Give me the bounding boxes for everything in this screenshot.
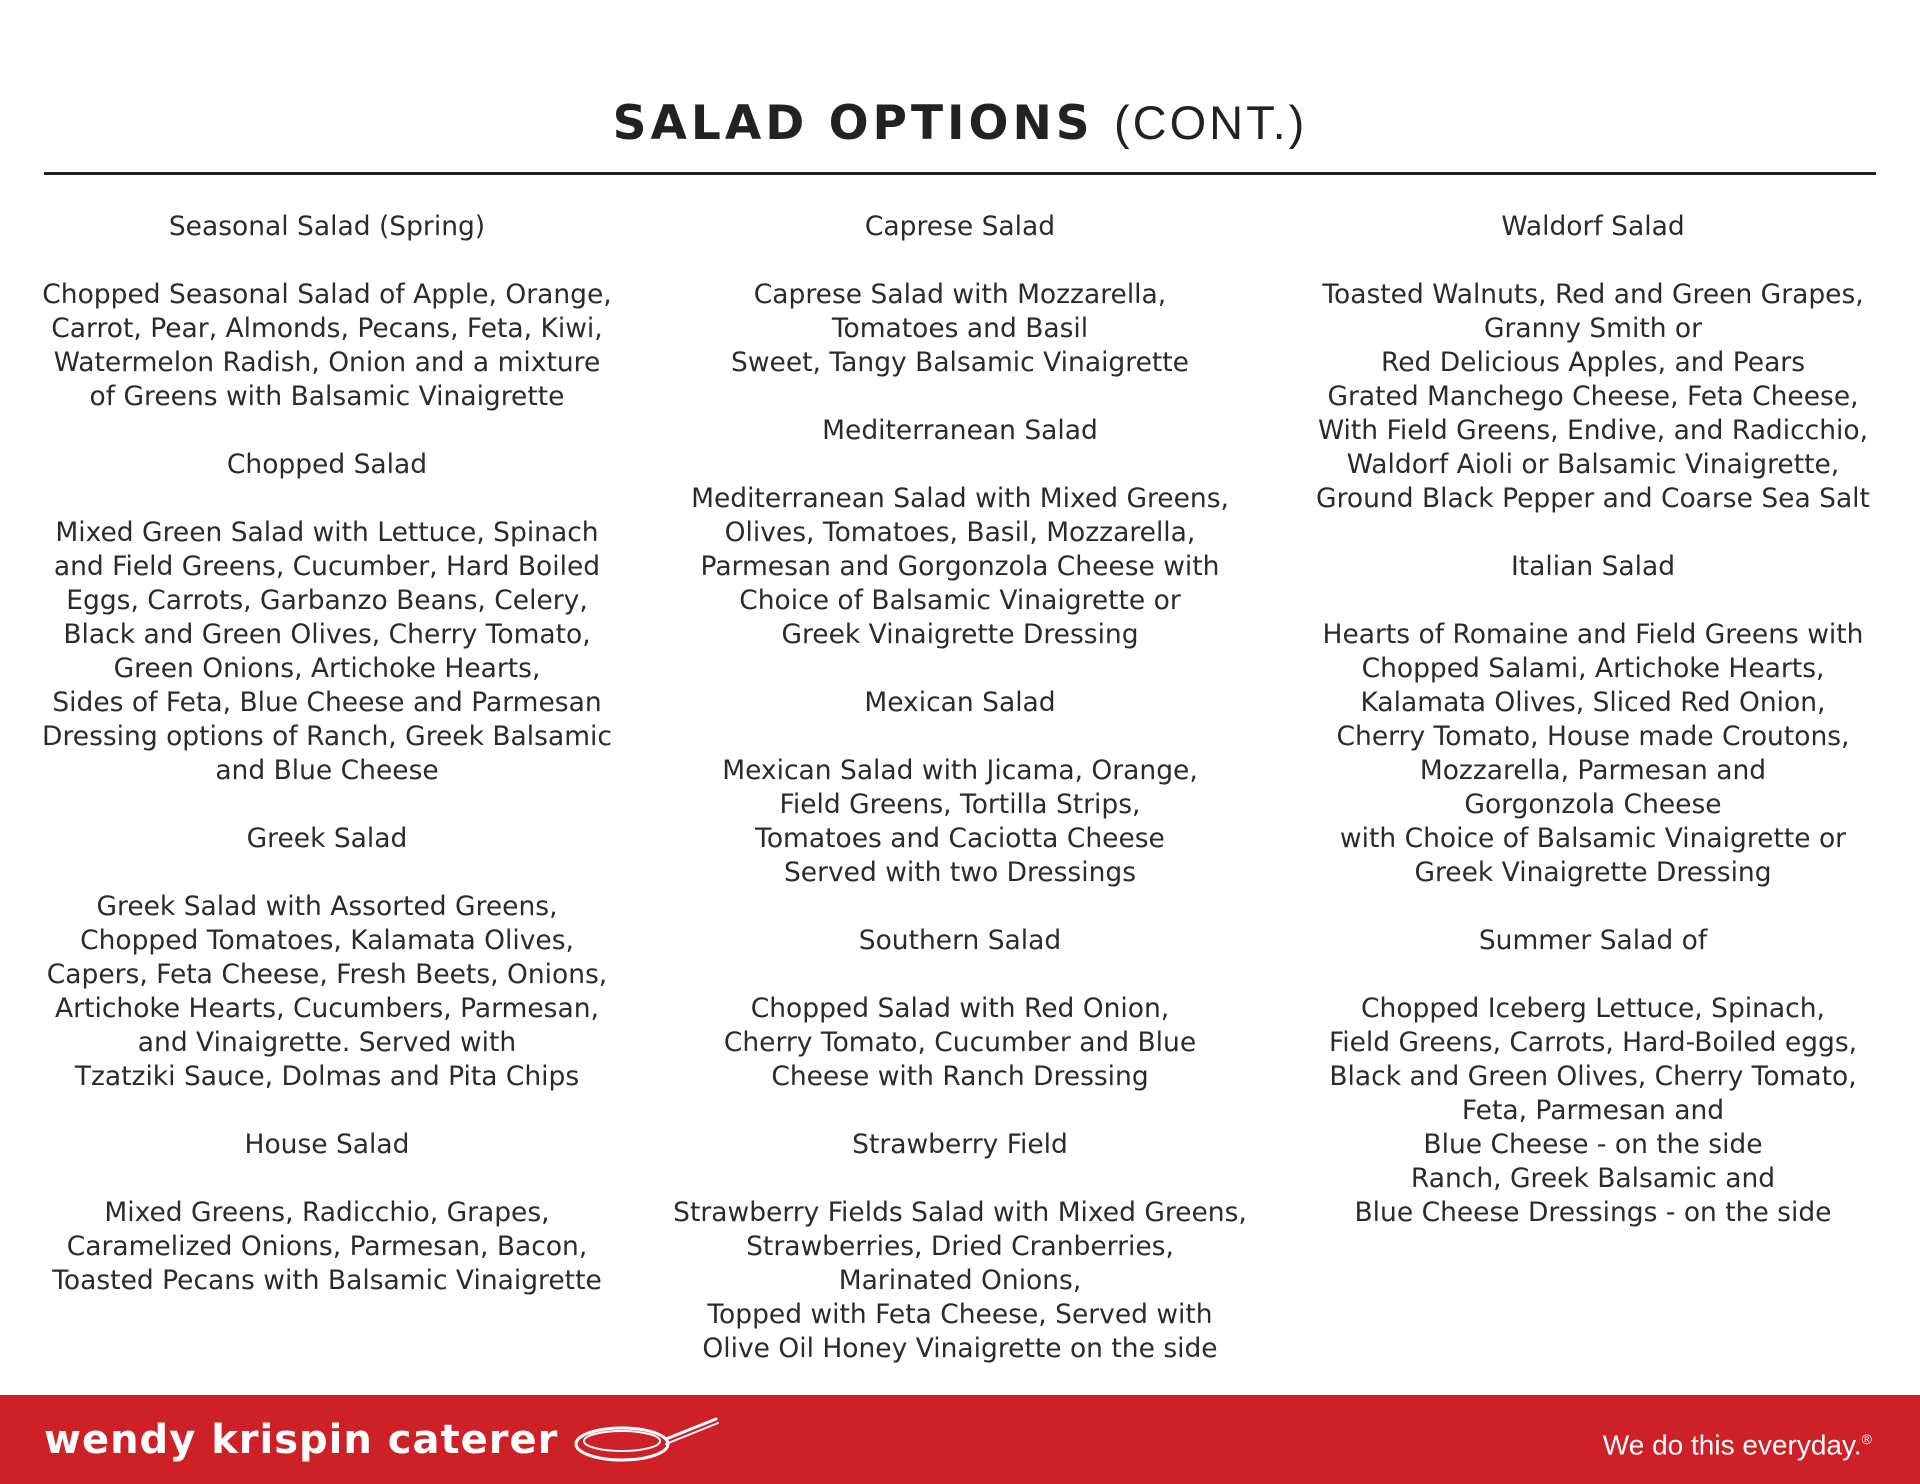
salad-name: Mediterranean Salad [822,415,1098,446]
salad-item [650,686,1270,890]
brand-name: wendy krispin caterer [44,1417,559,1463]
salad-description [17,1196,637,1298]
salad-description-line: Cherry Tomato, Cucumber and Blue [723,1027,1197,1058]
registered-mark: ® [1861,1431,1872,1447]
salad-item [650,1128,1270,1366]
salad-description [17,516,637,788]
salad-description-line: Greek Vinaigrette Dressing [1414,857,1772,888]
salad-description-line: and Field Greens, Cucumber, Hard Boiled [53,551,601,582]
salad-item [17,1128,637,1298]
footer-bar [0,1395,1920,1484]
salad-name: Greek Salad [246,823,408,854]
salad-item [650,924,1270,1094]
salad-description-line: Kalamata Olives, Sliced Red Onion, [1360,687,1826,718]
salad-description [17,890,637,1094]
salad-description-line: Strawberries, Dried Cranberries, [746,1231,1174,1262]
salad-description-line: Olive Oil Honey Vinaigrette on the side [702,1333,1218,1364]
salad-description-line: Black and Green Olives, Cherry Tomato, [1329,1061,1857,1092]
salad-description-line: Topped with Feta Cheese, Served with [707,1299,1213,1330]
salad-description-line: Toasted Pecans with Balsamic Vinaigrette [52,1265,602,1296]
salad-description-line: Cherry Tomato, House made Croutons, [1336,721,1850,752]
salad-description [650,1196,1270,1366]
salad-description-line: Chopped Salami, Artichoke Hearts, [1361,653,1825,684]
tagline-text: We do this everyday. [1602,1429,1862,1461]
salad-description-line: Toasted Walnuts, Red and Green Grapes, [1322,279,1864,310]
salad-description-line: Cheese with Ranch Dressing [771,1061,1149,1092]
salad-name: Italian Salad [1510,551,1676,582]
salad-description-line: Caprese Salad with Mozzarella, [753,279,1167,310]
page-title-main: SALAD OPTIONS [612,96,1094,152]
salad-description-line: and Vinaigrette. Served with [137,1027,517,1058]
salad-description-line: Caramelized Onions, Parmesan, Bacon, [66,1231,588,1262]
tagline [1603,1419,1872,1465]
salad-description-line: Mixed Greens, Radicchio, Grapes, [104,1197,550,1228]
salad-description-line: Capers, Feta Cheese, Fresh Beets, Onions, [46,959,608,990]
salad-description [650,992,1270,1094]
salad-description-line: Granny Smith or [1483,313,1703,344]
salad-description-line: Parmesan and Gorgonzola Cheese with [700,551,1220,582]
salad-description-line: Gorgonzola Cheese [1464,789,1722,820]
salad-description-line: Mediterranean Salad with Mixed Greens, [691,483,1229,514]
salad-item [17,448,637,788]
salad-name: Southern Salad [858,925,1062,956]
salad-description-line: Choice of Balsamic Vinaigrette or [739,585,1181,616]
salad-description-line: Chopped Salad with Red Onion, [750,993,1170,1024]
salad-description-line: With Field Greens, Endive, and Radicchio, [1317,415,1869,446]
salad-description-line: and Blue Cheese [215,755,439,786]
salad-description-line: Watermelon Radish, Onion and a mixture [53,347,601,378]
salad-description-line: Field Greens, Carrots, Hard-Boiled eggs, [1328,1027,1858,1058]
salad-item [17,210,637,414]
salad-description-line: Carrot, Pear, Almonds, Pecans, Feta, Kiwi, [51,313,603,344]
salad-name: Chopped Salad [226,449,428,480]
salad-description-line: Ground Black Pepper and Coarse Sea Salt [1316,483,1870,514]
salad-description [650,754,1270,890]
salad-description-line: Blue Cheese Dressings - on the side [1354,1197,1832,1228]
salad-description-line: Sweet, Tangy Balsamic Vinaigrette [731,347,1189,378]
salad-description-line: Chopped Iceberg Lettuce, Spinach, [1361,993,1825,1024]
salad-description-line: Ranch, Greek Balsamic and [1410,1163,1776,1194]
salad-name: Mexican Salad [864,687,1056,718]
salad-description-line: Blue Cheese - on the side [1423,1129,1763,1160]
title-divider [44,172,1876,175]
salad-item [1283,924,1903,1230]
salad-description-line: Waldorf Aioli or Balsamic Vinaigrette, [1346,449,1840,480]
salad-description [650,278,1270,380]
salad-item [17,822,637,1094]
salad-column-2 [650,210,1270,1400]
page-title-cont: (CONT.) [1114,96,1308,150]
salad-name: Seasonal Salad (Spring) [168,211,486,242]
salad-description [1283,992,1903,1230]
salad-name: Summer Salad of [1478,925,1708,956]
salad-description-line: with Choice of Balsamic Vinaigrette or [1339,823,1847,854]
salad-description-line: Grated Manchego Cheese, Feta Cheese, [1327,381,1859,412]
salad-column-1 [17,210,637,1332]
salad-description [17,278,637,414]
salad-item [1283,550,1903,890]
salad-description-line: Marinated Onions, [838,1265,1082,1296]
salad-name: Waldorf Salad [1501,211,1685,242]
salad-description-line: Red Delicious Apples, and Pears [1380,347,1806,378]
salad-description-line: Sides of Feta, Blue Cheese and Parmesan [52,687,602,718]
salad-item [1283,210,1903,516]
salad-name: Caprese Salad [864,211,1056,242]
salad-description-line: Tomatoes and Basil [831,313,1089,344]
salad-description-line: Tzatziki Sauce, Dolmas and Pita Chips [74,1061,580,1092]
salad-description [1283,618,1903,890]
salad-description-line: Served with two Dressings [783,857,1137,888]
salad-name: House Salad [244,1129,410,1160]
salad-item [650,414,1270,652]
salad-description-line: Feta, Parmesan and [1461,1095,1725,1126]
salad-item [650,210,1270,380]
salad-description-line: Black and Green Olives, Cherry Tomato, [63,619,591,650]
salad-description-line: Greek Vinaigrette Dressing [781,619,1139,650]
salad-description-line: Artichoke Hearts, Cucumbers, Parmesan, [55,993,599,1024]
frying-pan-icon [570,1413,720,1467]
page-title [0,95,1920,152]
salad-description-line: Mixed Green Salad with Lettuce, Spinach [55,517,599,548]
salad-description-line: Mozzarella, Parmesan and [1419,755,1767,786]
salad-description-line: Chopped Seasonal Salad of Apple, Orange, [42,279,612,310]
salad-description [650,482,1270,652]
salad-description-line: Eggs, Carrots, Garbanzo Beans, Celery, [66,585,588,616]
salad-description-line: Tomatoes and Caciotta Cheese [755,823,1165,854]
salad-description-line: Hearts of Romaine and Field Greens with [1322,619,1864,650]
salad-description-line: Dressing options of Ranch, Greek Balsamic [42,721,612,752]
brand-logo [44,1413,720,1467]
salad-description-line: of Greens with Balsamic Vinaigrette [89,381,565,412]
salad-description-line: Mexican Salad with Jicama, Orange, [722,755,1198,786]
salad-description-line: Greek Salad with Assorted Greens, [96,891,558,922]
salad-description-line: Field Greens, Tortilla Strips, [779,789,1141,820]
salad-name: Strawberry Field [852,1129,1068,1160]
salad-description-line: Green Onions, Artichoke Hearts, [113,653,541,684]
salad-column-3 [1283,210,1903,1264]
salad-description-line: Olives, Tomatoes, Basil, Mozzarella, [724,517,1196,548]
salad-description-line: Chopped Tomatoes, Kalamata Olives, [80,925,574,956]
salad-description-line: Strawberry Fields Salad with Mixed Greens, [673,1197,1247,1228]
salad-description [1283,278,1903,516]
